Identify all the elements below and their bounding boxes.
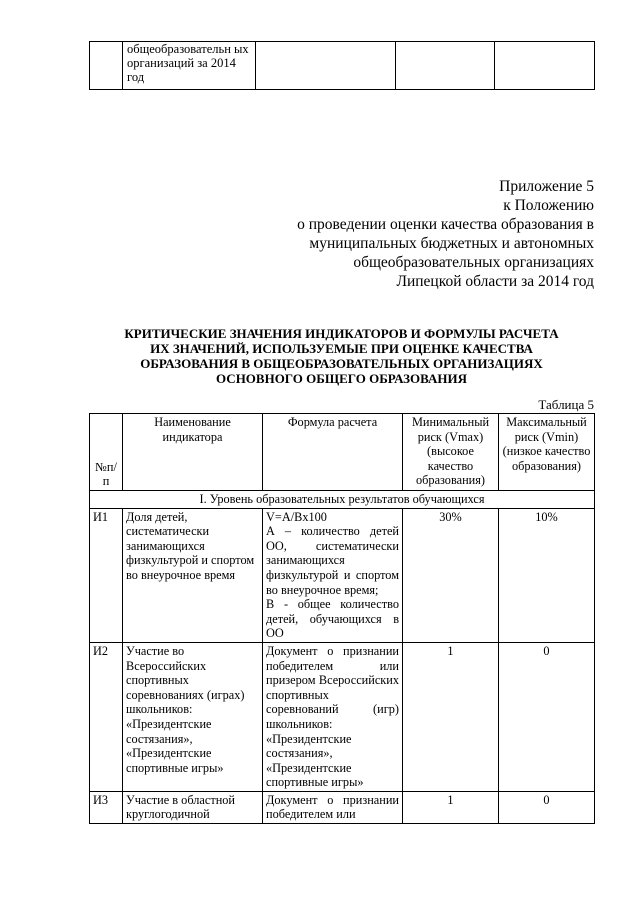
row-min-risk: 1	[403, 791, 499, 823]
header-number	[90, 414, 123, 491]
document-title	[89, 326, 594, 386]
row-formula	[263, 642, 403, 791]
title-line: КРИТИЧЕСКИЕ ЗНАЧЕНИЯ ИНДИКАТОРОВ И ФОРМУЛЫ РАСЧЕТА	[124, 326, 559, 341]
row-id: И1	[90, 508, 123, 642]
title-line: ИХ ЗНАЧЕНИЙ, ИСПОЛЬЗУЕМЫЕ ПРИ ОЦЕНКЕ КАЧЕСТВА	[150, 341, 533, 356]
appendix-line: о проведении оценки качества образования в	[297, 216, 594, 233]
header-formula: Формула расчета	[263, 414, 403, 491]
header-number-label: №п/п	[95, 459, 117, 489]
row-id: И2	[90, 642, 123, 791]
row-id: И3	[90, 791, 123, 823]
section-row	[90, 491, 595, 509]
row-max-risk: 10%	[499, 508, 595, 642]
header-max-risk: Максимальный риск (Vmin) (низкое качество образования)	[499, 414, 595, 491]
formula-line: Документ о признании победителем или	[266, 792, 399, 822]
row-max-risk: 0	[499, 791, 595, 823]
table-row	[90, 791, 595, 823]
formula-line: В - общее количество детей, обучающихся в ОО	[266, 597, 399, 641]
appendix-header	[297, 177, 594, 291]
indicators-table	[89, 413, 595, 824]
appendix-line: муниципальных бюджетных и автономных	[309, 235, 594, 252]
row-name: Участие во Всероссийских спортивных соревнованиях (играх) школьников: «Президентские состязания», «Президентские спортивные игры»	[123, 642, 263, 791]
appendix-line: Липецкой области за 2014 год	[396, 273, 594, 290]
appendix-line: Приложение 5	[499, 178, 594, 195]
table-cell	[396, 42, 495, 90]
row-formula	[263, 508, 403, 642]
table-row	[90, 42, 595, 90]
table-header-row	[90, 414, 595, 491]
table-label: Таблица 5	[538, 397, 594, 412]
table-cell	[90, 42, 123, 90]
row-max-risk: 0	[499, 642, 595, 791]
header-name: Наименование индикатора	[123, 414, 263, 491]
formula-line: V=A/Bx100	[266, 509, 327, 524]
header-min-risk: Минимальный риск (Vmax) (высокое качество образования)	[403, 414, 499, 491]
previous-table-fragment	[89, 41, 595, 90]
table-cell	[495, 42, 595, 90]
table-row	[90, 508, 595, 642]
title-line: ОБРАЗОВАНИЯ В ОБЩЕОБРАЗОВАТЕЛЬНЫХ ОРГАНИЗАЦИЯХ	[140, 356, 543, 371]
table-cell: общеобразовательн ых организаций за 2014 год	[123, 42, 256, 90]
row-min-risk: 1	[403, 642, 499, 791]
row-min-risk: 30%	[403, 508, 499, 642]
appendix-line: общеобразовательных организациях	[353, 254, 594, 271]
title-line: ОСНОВНОГО ОБЩЕГО ОБРАЗОВАНИЯ	[216, 371, 467, 386]
table-row	[90, 642, 595, 791]
formula-line: Документ о признании победителем или призером Всероссийских спортивных соревнований (игр) школьников: «Президентские состязания», «Президентские спортивные игры»	[266, 643, 399, 790]
row-formula	[263, 791, 403, 823]
formula-line: А – количество детей ОО, систематически занимающихся физкультурой и спортом во внеурочное время;	[266, 524, 399, 597]
table-cell	[256, 42, 396, 90]
row-name: Доля детей, систематически занимающихся физкультурой и спортом во внеурочное время	[123, 508, 263, 642]
section-title: I. Уровень образовательных результатов обучающихся	[90, 491, 595, 509]
appendix-line: к Положению	[503, 197, 594, 214]
row-name: Участие в областной круглогодичной	[123, 791, 263, 823]
